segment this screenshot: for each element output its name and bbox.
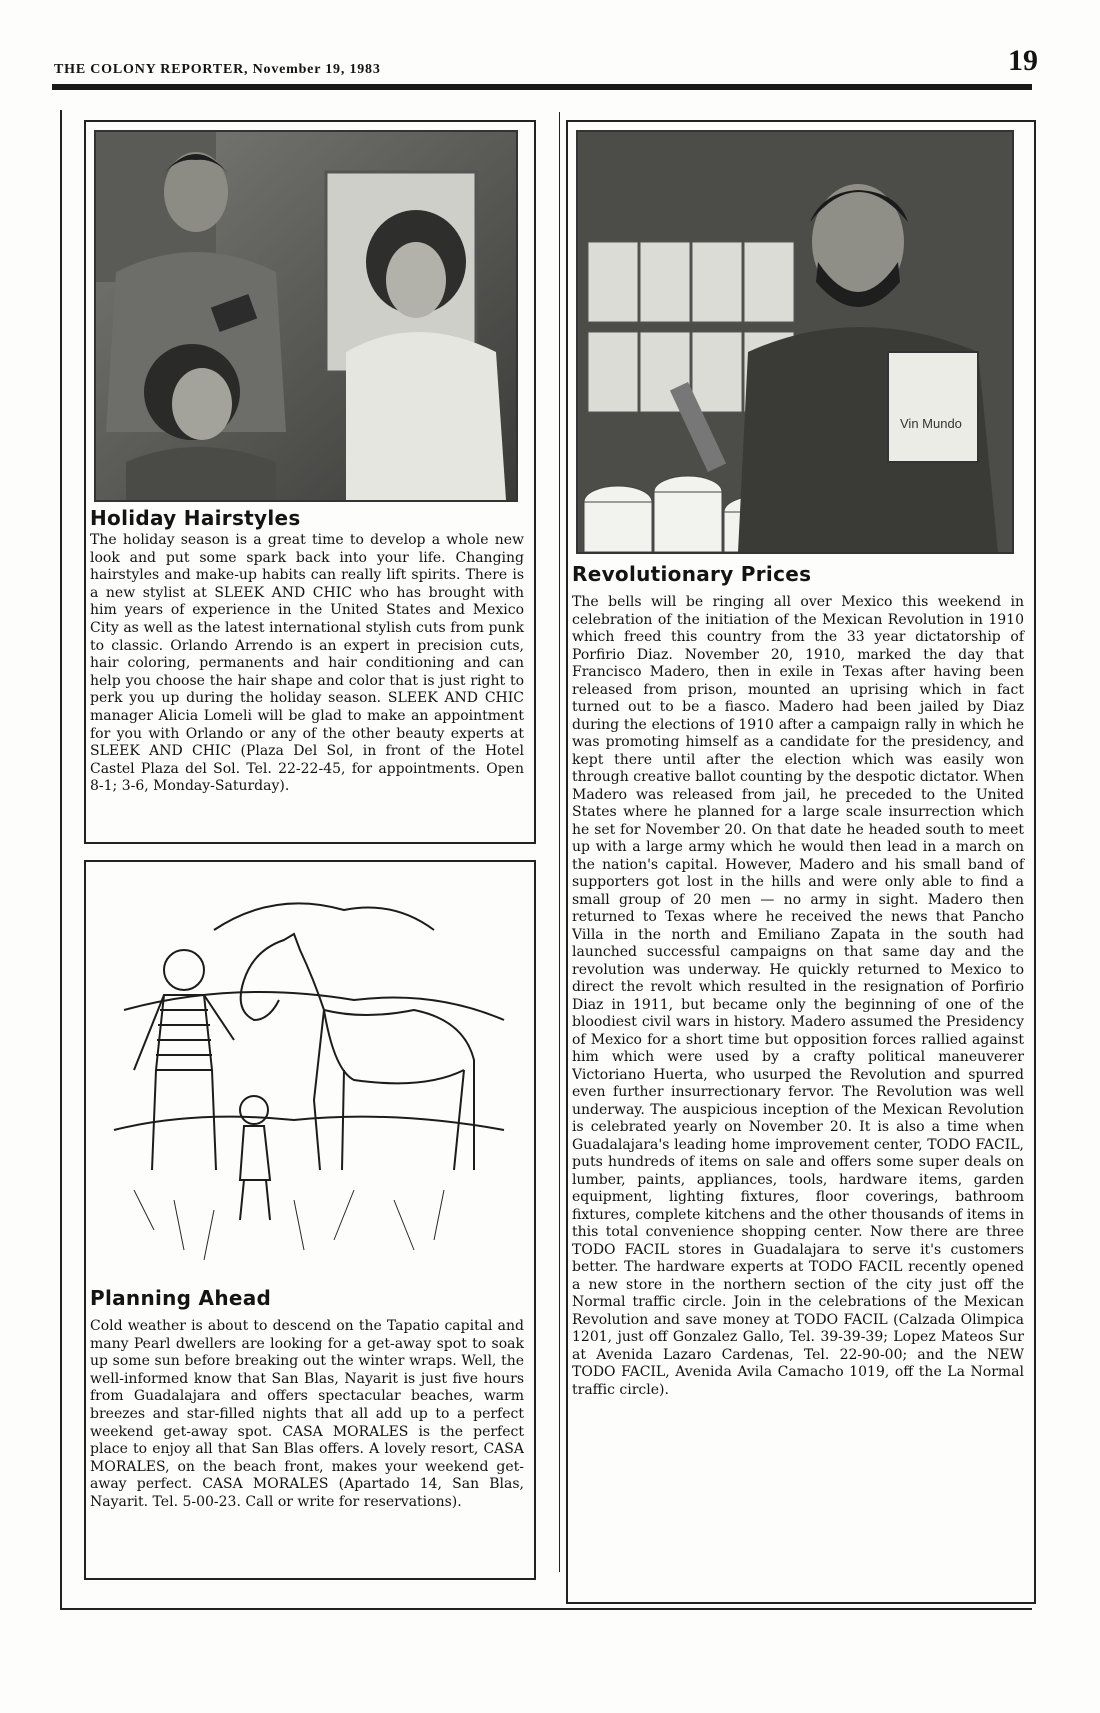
- column-divider: [559, 112, 560, 1572]
- publication-name: THE COLONY REPORTER: [54, 62, 244, 77]
- planning-article: [84, 860, 536, 1580]
- header-rule: [52, 84, 1032, 90]
- issue-date: November 19, 1983: [252, 62, 381, 77]
- horse-illustration: [94, 870, 514, 1278]
- page-number: 19: [1008, 44, 1038, 77]
- planning-headline: Planning Ahead: [90, 1286, 272, 1310]
- left-margin-rule: [60, 110, 62, 1610]
- todo-facil-photo: [576, 130, 1014, 554]
- hairstyles-photo: [94, 130, 518, 502]
- hairstyles-headline: Holiday Hairstyles: [90, 506, 301, 530]
- masthead: THE COLONY REPORTER, November 19, 1983: [54, 62, 381, 77]
- hairstyles-body: The holiday season is a great time to develop a whole new look and put some spark back into your life. Changing hairstyles and make-up habits can really lift spirits. There is a new stylist at SLEEK AND CHIC who has brought with him years of experience in the United States and Mexico City as well as the latest international stylish cuts from punk to classic. Orlando Arrendo is an expert in precision cuts, hair coloring, permanents and hair conditioning and can help you choose the hair shape and color that is just right to perk you up during the holiday season. SLEEK AND CHIC manager Alicia Lomeli will be glad to make an appointment for you with Orlando or any of the other beauty experts at SLEEK AND CHIC (Plaza Del Sol, in front of the Hotel Castel Plaza del Sol. Tel. 22-22-45, for appointments. Open 8-1; 3-6, Monday-Saturday).: [90, 532, 524, 795]
- revolutionary-body: The bells will be ringing all over Mexico this weekend in celebration of the initiation of the Mexican Revolution in 1910 which freed this country from the 33 year dictatorship of Porfirio Diaz. November 20, 1910, marked the day that Francisco Madero, then in exile in Texas after having been released from prison, mounted an uprising which in fact turned out to be a fiasco. Madero had been jailed by Diaz during the elections of 1910 after a campaign rally in which he was promoting himself as a candidate for the presidency, and kept there until after the election which was easily won through creative ballot counting by the despotic dictator. When Madero was released from jail, he preceded to the United States where he planned for a large scale insurrection which he set for November 20. On that date he headed south to meet up with a large army which he would then lead in a march on the nation's capital. However, Madero and his small band of supporters got lost in the hills and were only able to find a small group of 20 men — no army in sight. Madero then returned to Texas where he received the news that Pancho Villa in the north and Emiliano Zapata in the south had launched successful campaigns on that same day and the revolution was underway. He quickly returned to Mexico to direct the revolt which resulted in the resignation of Porfirio Diaz in 1911, but became only the beginning of one of the bloodiest civil wars in history. Madero assumed the Presidency of Mexico for a short time but opposition forces rallied against him which were used by a crafty political maneuverer Victoriano Huerta, who usurped the Revolution and spurred even further insurrectionary fervor. The Revolution was well underway. The auspicious inception of the Mexican Revolution is celebrated yearly on November 20. It is also a time when Guadalajara's leading home improvement center, TODO FACIL, puts hundreds of items on sale and offers some super deals on lumber, paints, appliances, tools, hardware items, garden equipment, lighting fixtures, floor coverings, bathroom fixtures, complete kitchens and the other thousands of items in this total convenience shopping center. Now there are three TODO FACIL stores in Guadalajara to serve it's customers better. The hardware experts at TODO FACIL recently opened a new store in the northern section of the city just off the Normal traffic circle. Join in the celebrations of the Mexican Revolution and save money at TODO FACIL (Calzada Olimpica 1201, just off Gonzalez Gallo, Tel. 39-39-39; Lopez Mateos Sur at Avenida Lazaro Cardenas, Tel. 22-90-00; and the NEW TODO FACIL, Avenida Avila Camacho 1019, off the La Normal traffic circle).: [572, 594, 1024, 1398]
- revolutionary-headline: Revolutionary Prices: [572, 562, 812, 586]
- product-box-label: Vin Mundo: [900, 416, 962, 431]
- bottom-rule: [60, 1608, 1032, 1610]
- planning-body: Cold weather is about to descend on the Tapatio capital and many Pearl dwellers are looking for a get-away spot to soak up some sun before breaking out the winter wraps. Well, the well-informed know that San Blas, Nayarit is just five hours from Guadalajara and offers spectacular beaches, warm breezes and star-filled nights that all add up to a perfect weekend get-away spot. CASA MORALES is the perfect place to enjoy all that San Blas offers. A lovely resort, CASA MORALES, on the beach front, makes your weekend get-away perfect. CASA MORALES (Apartado 14, San Blas, Nayarit. Tel. 5-00-23. Call or write for reservations).: [90, 1318, 524, 1510]
- hairstyles-article: [84, 120, 536, 844]
- revolutionary-article: [566, 120, 1036, 1604]
